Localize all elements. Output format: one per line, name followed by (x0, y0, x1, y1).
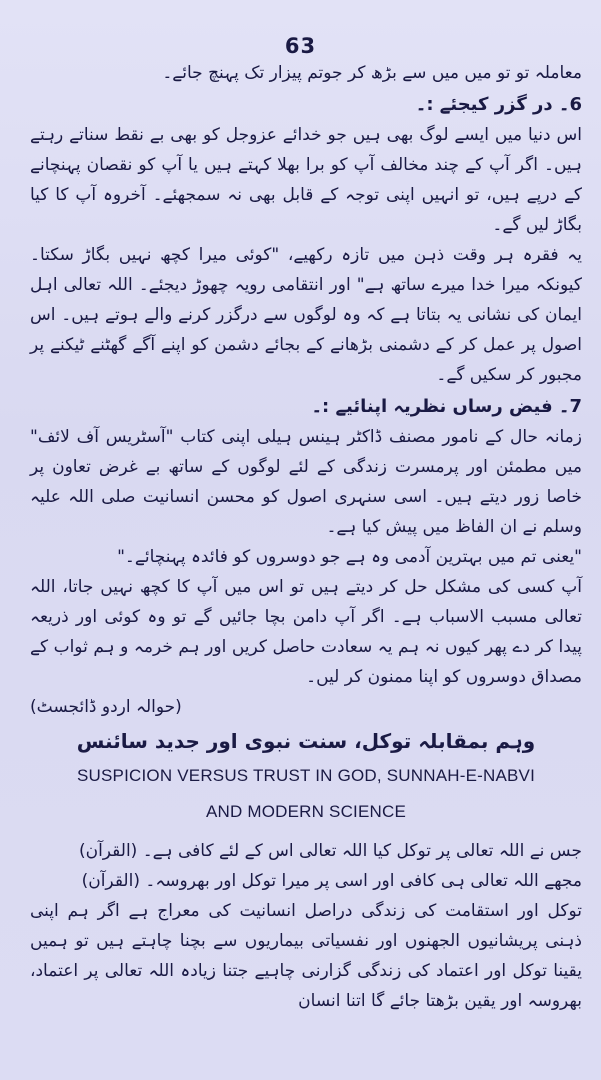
paragraph: اس دنیا میں ایسے لوگ بھی ہیں جو خدائے عزوجل کو بھی بے نقط سناتے رہتے ہیں۔ اگر آپ کے چند مخالف آپ کو برا بھلا کہتے ہیں یا آپ کو نقصان پہنچانے کے درپے ہیں، تو انہیں اپنی توجہ کے قابل بھی نہ سمجھئے۔ آخروہ آپ کا کیا بگاڑ لیں گے۔ (30, 125, 582, 235)
paragraph: زمانہ حال کے نامور مصنف ڈاکٹر ہینس ہیلی اپنی کتاب "آسٹریس آف لائف" میں مطمئن اور پرمسرت زندگی کے لئے لوگوں کے ساتھ بے غرض تعاون پر خاصا زور دیتے ہیں۔ اسی سنہری اصول کو محسن انسانیت صلی اللہ علیہ وسلم نے ان الفاظ میں پیش کیا ہے۔ (30, 427, 582, 537)
section-heading: 6۔ در گزر کیجئے :۔ (415, 94, 582, 115)
page-number: 63 (284, 34, 317, 58)
paragraph: یہ فقرہ ہر وقت ذہن میں تازہ رکھیے، "کوئی میرا کچھ نہیں بگاڑ سکتا۔ کیونکہ میرا خدا میرے ساتھ ہے" اور انتقامی رویہ چھوڑ دیجئے۔ اللہ تعالی اہل ایمان کی نشانی یہ بتاتا ہے کہ وہ لوگوں سے درگزر کرنے والے ہوتے ہیں۔ اس اصول پر عمل کر کے دشمنی بڑھانے کے بجائے دشمن کو اپنے آگے گھٹنے ٹیکنے پر مجبور کر سکیں گے۔ (30, 245, 582, 385)
section-heading: 7۔ فیض رساں نظریہ اپنائیے :۔ (311, 396, 582, 417)
paragraph: توکل اور استقامت کی زندگی دراصل انسانیت کی معراج ہے اگر ہم اپنی ذہنی پریشانیوں الجھنوں اور نفسیاتی بیماریوں سے بچنا چاہتے ہیں تو ہمیں یقینا توکل اور اعتماد کی زندگی گزارنی چاہیے جتنا زیادہ اللہ تعالی پر اعتماد، بھروسہ اور یقین بڑھتا جائے گا اتنا انسان (30, 901, 582, 1011)
english-title-line2: AND MODERN SCIENCE (205, 802, 407, 821)
lower-text (30, 836, 582, 1016)
main-text (30, 58, 582, 722)
lower-section (30, 724, 582, 1016)
urdu-section-title: وہم بمقابلہ توکل، سنت نبوی اور جدید سائنس (76, 729, 536, 753)
reference: (حوالہ اردو ڈائجسٹ) (30, 697, 182, 717)
paragraph: آپ کسی کی مشکل حل کر دیتے ہیں تو اس میں آپ کا کچھ نہیں جاتا، اللہ تعالی مسبب الاسباب ہے۔ اگر آپ دامن بچا جائیں گے تو وہ کوئی اور ذریعہ پیدا کر دے پھر کیوں نہ ہم یہ سعادت حاصل کریں اور ہم خرمہ و ہم ثواب کے مصداق دوسروں کو اپنا ممنون کر لیں۔ (30, 577, 582, 687)
quran-quote: جس نے اللہ تعالی پر توکل کیا اللہ تعالی اس کے لئے کافی ہے۔ (القرآن) (78, 841, 582, 861)
quote: "یعنی تم میں بہترین آدمی وہ ہے جو دوسروں کو فائدہ پہنچائے۔" (117, 547, 582, 567)
quran-quote: مجھے اللہ تعالی ہی کافی اور اسی پر میرا توکل اور بھروسہ۔ (القرآن) (81, 871, 582, 891)
english-title-line1: SUSPICION VERSUS TRUST IN GOD, SUNNAH-E-NABVI (77, 766, 535, 785)
paragraph: معاملہ تو تو میں میں سے بڑھ کر جوتم پیزار تک پہنچ جائے۔ (162, 63, 582, 83)
